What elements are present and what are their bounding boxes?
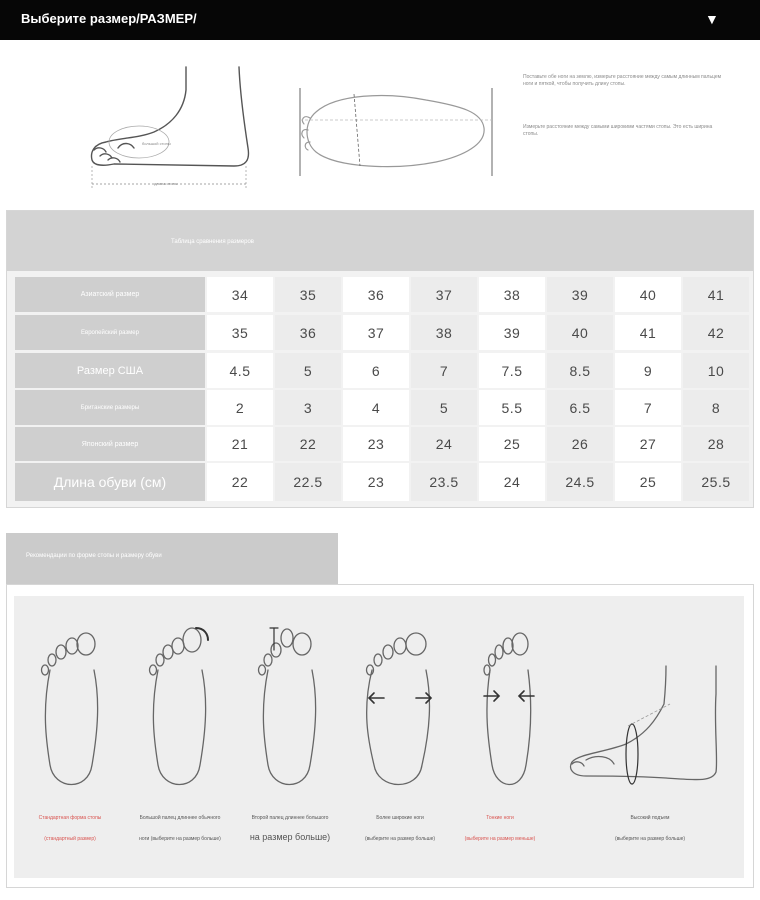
length-instruction: Поставьте обе ноги на землю, измерьте расстояние между самым длинным пальцем ноги и пяткой, чтобы получить длину стопы.	[523, 74, 722, 87]
size-cell: 5	[411, 390, 477, 425]
size-cell: 38	[411, 315, 477, 350]
foot-type-advice: (выберите на размер меньше)	[464, 836, 536, 842]
side-view-small-label: большой стопы	[142, 141, 171, 146]
size-cell: 36	[343, 277, 409, 312]
size-row-label: Европейский размер	[15, 315, 205, 350]
long-big-toe-foot-icon	[144, 626, 218, 796]
size-cell: 3	[275, 390, 341, 425]
size-row-label: Японский размер	[15, 427, 205, 461]
size-cell: 6.5	[547, 390, 613, 425]
size-cell: 25	[615, 463, 681, 501]
size-comparison-table	[6, 210, 754, 508]
size-cell: 9	[615, 353, 681, 388]
size-cell: 24	[479, 463, 545, 501]
page-title: Выберите размер/РАЗМЕР/	[21, 11, 197, 26]
wide-foot-icon	[360, 630, 440, 795]
chevron-down-icon[interactable]: ▼	[705, 11, 719, 27]
recommendations-tab	[6, 533, 338, 585]
table-caption: Таблица сравнения размеров	[171, 239, 254, 245]
foot-type-title: Стандартная форма стопы	[38, 815, 102, 821]
foot-type-advice: (стандартный размер)	[44, 836, 96, 842]
foot-type-advice: (выберите на размер больше)	[364, 836, 436, 842]
size-cell: 24	[411, 427, 477, 461]
size-cell: 21	[207, 427, 273, 461]
size-cell: 22	[275, 427, 341, 461]
narrow-foot-icon	[474, 630, 544, 795]
size-cell: 39	[479, 315, 545, 350]
side-view-length-label: длина стопы	[154, 181, 178, 186]
size-cell: 39	[547, 277, 613, 312]
standard-foot-icon	[36, 630, 106, 795]
size-cell: 22.5	[275, 463, 341, 501]
table-header-bar	[7, 211, 753, 271]
foot-type-advice: на размер больше)	[249, 832, 331, 842]
foot-type-advice: (выберите на размер больше)	[614, 836, 686, 842]
size-cell: 4.5	[207, 353, 273, 388]
size-cell: 6	[343, 353, 409, 388]
size-cell: 2	[207, 390, 273, 425]
size-cell: 36	[275, 315, 341, 350]
foot-top-view-diagram	[296, 84, 496, 184]
recommendations-caption: Рекомендации по форме стопы и размеру обуви	[26, 553, 162, 559]
page-header	[0, 0, 760, 40]
size-cell: 41	[683, 277, 749, 312]
size-row-label: Азиатский размер	[15, 277, 205, 312]
size-cell: 35	[207, 315, 273, 350]
size-cell: 24.5	[547, 463, 613, 501]
size-cell: 5	[275, 353, 341, 388]
size-row-label: Длина обуви (см)	[15, 463, 205, 501]
foot-type-title: Более широкие ноги	[376, 815, 424, 821]
width-instruction: Измерьте расстояние между самыми широкими частями стопы. Это есть ширина стопы.	[523, 124, 713, 137]
size-cell: 26	[547, 427, 613, 461]
size-cell: 8	[683, 390, 749, 425]
size-cell: 22	[207, 463, 273, 501]
long-second-toe-foot-icon	[254, 626, 328, 796]
size-cell: 23	[343, 427, 409, 461]
size-cell: 27	[615, 427, 681, 461]
size-cell: 37	[343, 315, 409, 350]
size-cell: 40	[547, 315, 613, 350]
size-cell: 35	[275, 277, 341, 312]
size-cell: 38	[479, 277, 545, 312]
size-cell: 28	[683, 427, 749, 461]
size-cell: 40	[615, 277, 681, 312]
size-cell: 4	[343, 390, 409, 425]
size-cell: 42	[683, 315, 749, 350]
size-cell: 23.5	[411, 463, 477, 501]
size-cell: 7	[411, 353, 477, 388]
size-row-label: Размер США	[15, 353, 205, 388]
size-cell: 23	[343, 463, 409, 501]
size-cell: 34	[207, 277, 273, 312]
size-cell: 25.5	[683, 463, 749, 501]
size-cell: 41	[615, 315, 681, 350]
size-cell: 8.5	[547, 353, 613, 388]
foot-type-title: Большой палец длиннее обычного	[139, 815, 221, 821]
size-cell: 37	[411, 277, 477, 312]
foot-type-title: Тонкие ноги	[486, 815, 514, 821]
size-cell: 7	[615, 390, 681, 425]
size-cell: 5.5	[479, 390, 545, 425]
size-cell: 10	[683, 353, 749, 388]
foot-type-title: Высокий подъем	[630, 815, 670, 821]
size-row-label: Британские размеры	[15, 390, 205, 425]
high-arch-foot-icon	[566, 664, 726, 794]
foot-type-title: Второй палец длиннее большого	[251, 815, 329, 821]
size-cell: 7.5	[479, 353, 545, 388]
size-cell: 25	[479, 427, 545, 461]
foot-type-advice: ноги (выберите на размер больше)	[139, 836, 221, 842]
foot-side-view-diagram	[84, 62, 254, 192]
